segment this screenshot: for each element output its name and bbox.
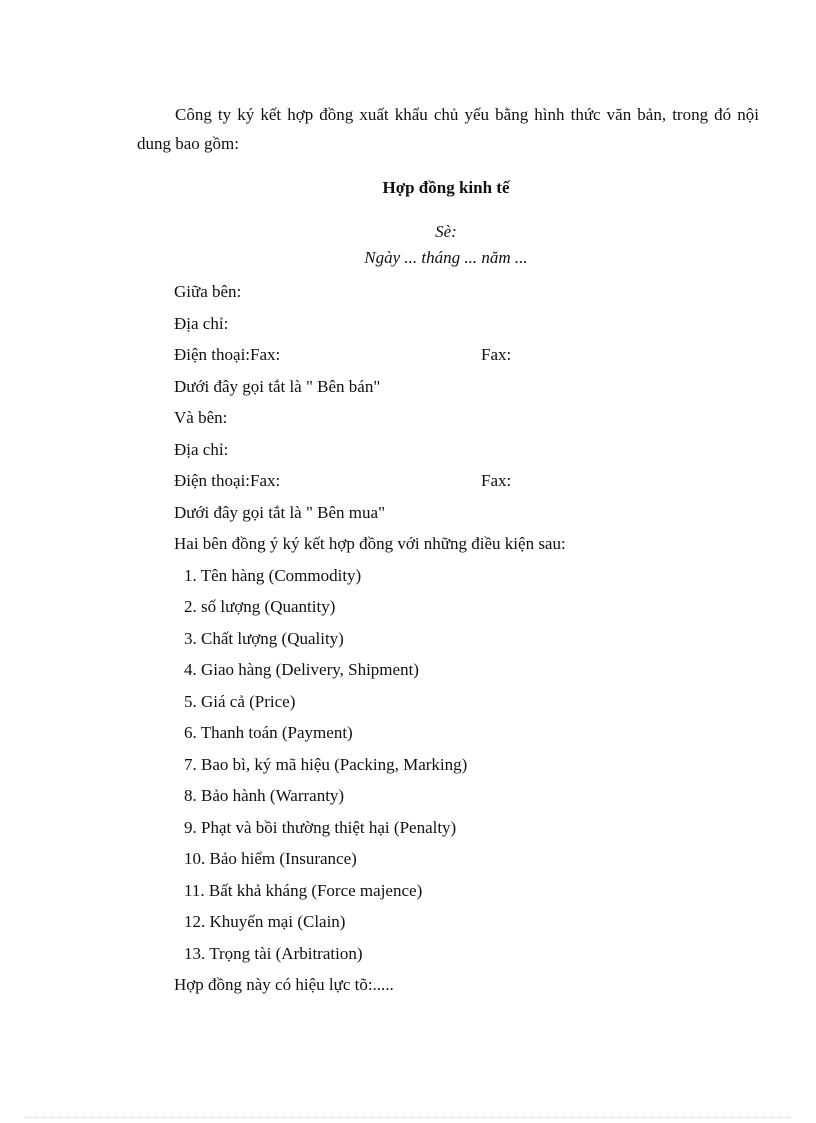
term-item: 12. Khuyến mại (Clain) (184, 912, 346, 931)
term-item: 7. Bao bì, ký mã hiệu (Packing, Marking) (184, 754, 468, 774)
contract-title: Hợp đồng kinh tế (382, 178, 510, 197)
contract-date-line: Ngày ... tháng ... năm ... (364, 248, 528, 267)
seller-phone-label: Điện thoại:Fax: (174, 345, 281, 364)
term-item: 9. Phạt và bồi thường thiệt hại (Penalty) (184, 817, 457, 837)
term-item: 11. Bất khả kháng (Force majence) (184, 880, 423, 900)
buyer-phone-label: Điện thoại:Fax: (174, 471, 281, 490)
term-item: 1. Tên hàng (Commodity) (184, 565, 362, 585)
term-item: 4. Giao hàng (Delivery, Shipment) (184, 660, 419, 679)
seller-phone-line (174, 343, 754, 375)
buyer-party-line: Và bên: (174, 408, 228, 427)
buyer-address-line: Địa chỉ: (174, 439, 229, 459)
term-item: 13. Trọng tài (Arbitration) (184, 943, 363, 963)
term-item: 8. Bảo hành (Warranty) (184, 786, 345, 805)
validity-line: Hợp đồng này có hiệu lực tõ:..... (174, 975, 394, 994)
buyer-fax-label: Fax: (481, 471, 512, 490)
buyer-alias-line: Dưới đây gọi tắt là " Bên mua" (174, 502, 386, 522)
buyer-phone-line (174, 469, 754, 501)
seller-address-line: Địa chỉ: (174, 313, 229, 333)
page-bottom-divider (24, 1117, 792, 1118)
term-item: 10. Bảo hiểm (Insurance) (184, 849, 357, 868)
seller-alias-line: Dưới đây gọi tắt là " Bên bán" (174, 376, 381, 396)
contract-number-line: Sè: (435, 222, 457, 241)
terms-list (174, 564, 754, 974)
contract-body (174, 280, 754, 1005)
term-item: 2. số lượng (Quantity) (184, 597, 336, 616)
agreement-line: Hai bên đồng ý ký kết hợp đồng với những điều kiện sau: (174, 534, 566, 553)
term-item: 6. Thanh toán (Payment) (184, 723, 353, 742)
term-item: 3. Chất lượng (Quality) (184, 628, 344, 648)
seller-fax-label: Fax: (481, 345, 512, 364)
seller-party-line: Giữa bên: (174, 282, 242, 301)
intro-paragraph: Công ty ký kết hợp đồng xuất khẩu chủ yếu bằng hình thức văn bản, trong đó nội dung bao gồm: (137, 105, 759, 153)
term-item: 5. Giá cả (Price) (184, 691, 296, 711)
